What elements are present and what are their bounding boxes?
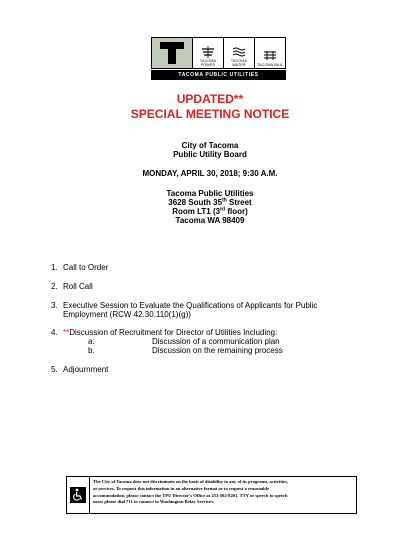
- board-name: Public Utility Board: [173, 150, 247, 159]
- sub-item-a: Discussion of a communication plan: [152, 337, 280, 346]
- agenda-item-2: 2. Roll Call: [51, 282, 93, 291]
- logo-rail: TACOMA RAIL: [255, 38, 285, 68]
- agenda-item-3-cont: Employment (RCW 42.30.110(1)(g)): [63, 310, 191, 319]
- notice-heading: SPECIAL MEETING NOTICE: [130, 107, 290, 121]
- agenda-item-3: 3. Executive Session to Evaluate the Qualifications of Applicants for Public: [51, 301, 318, 310]
- agenda-item-1: 1. Call to Order: [51, 263, 109, 272]
- t-logo-icon: [152, 38, 193, 68]
- power-icon: [201, 46, 215, 58]
- accessibility-text: The City of Tacoma does not discriminate on the basis of disability in any of its programs, activities, or services. To request this information in an alternative format or to request a reasonable accommodation, please contact the TPU Director's Office at 253-502-8201. TTY or speech to speech users please dial 711 to connect to Washington Relay Services.: [93, 479, 289, 505]
- agenda-item-4: 4. **Discussion of Recruitment for Director of Utilities Including:: [51, 328, 278, 337]
- wheelchair-icon: [67, 477, 90, 513]
- water-icon: [232, 46, 246, 58]
- agenda-item-5: 5. Adjournment: [51, 365, 109, 374]
- logo-power: TACOMA POWER: [193, 38, 224, 68]
- accessibility-notice: [66, 476, 357, 514]
- location-room: Room LT1 (3rd floor): [172, 206, 248, 216]
- sub-item-b-label: b.: [88, 346, 95, 355]
- org-name: City of Tacoma: [181, 141, 239, 150]
- meeting-date: MONDAY, APRIL 30, 2018; 9:30 A.M.: [142, 169, 278, 178]
- logo-water: TACOMA WATER: [224, 38, 255, 68]
- sub-item-a-label: a.: [88, 337, 95, 346]
- location-street: 3628 South 35th Street: [168, 197, 252, 207]
- tacoma-public-utilities-logo: [151, 37, 286, 81]
- updated-heading: UPDATED**: [176, 92, 244, 106]
- location-city: Tacoma WA 98409: [175, 216, 245, 225]
- location-name: Tacoma Public Utilities: [166, 189, 254, 198]
- rail-icon: [263, 50, 277, 62]
- logo-bar: TACOMA PUBLIC UTILITIES: [151, 70, 286, 80]
- sub-item-b: Discussion on the remaining process: [152, 346, 283, 355]
